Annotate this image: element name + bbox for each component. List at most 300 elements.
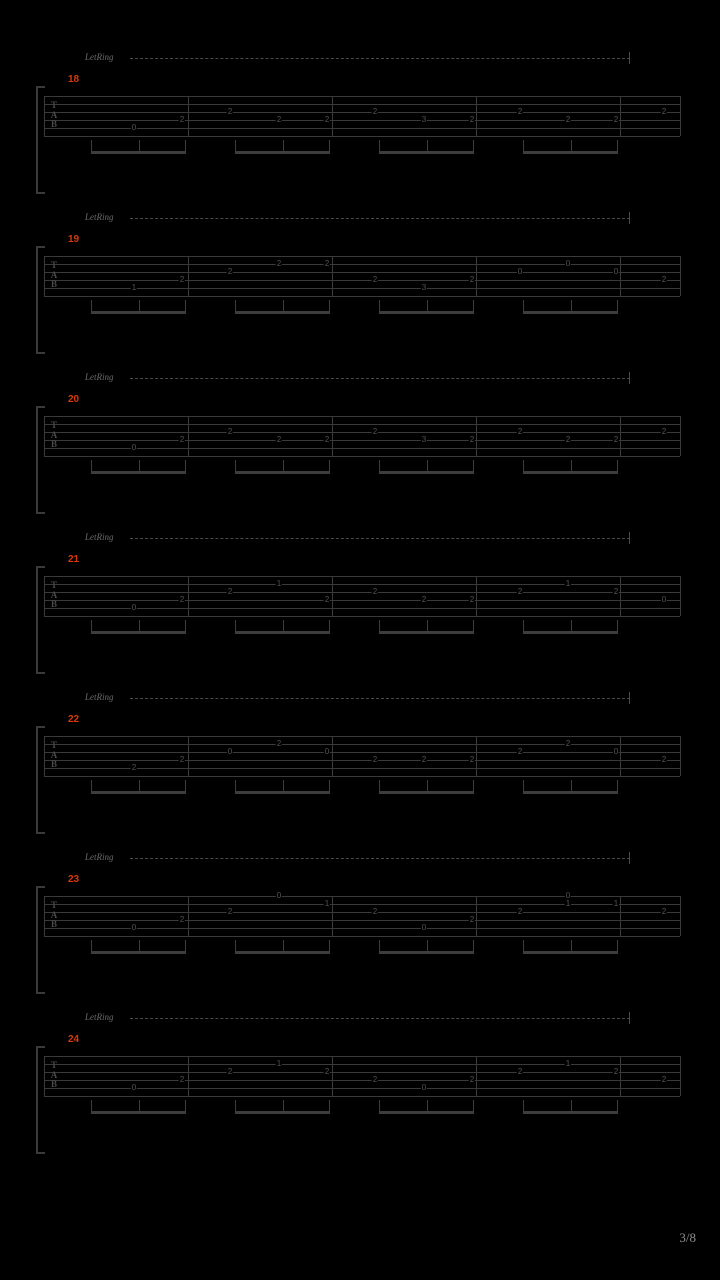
tab-note: 2 xyxy=(227,1067,233,1076)
tab-note: 0 xyxy=(324,747,330,756)
tab-note: 0 xyxy=(661,595,667,604)
stem xyxy=(185,460,186,474)
let-ring-end-tick xyxy=(629,1012,630,1024)
stem xyxy=(329,1100,330,1114)
tab-note: 2 xyxy=(372,107,378,116)
stem xyxy=(139,1100,140,1114)
tab-note: 2 xyxy=(179,435,185,444)
stem xyxy=(523,620,524,634)
let-ring-label: LetRing xyxy=(85,852,114,862)
tab-staff xyxy=(44,728,680,782)
tab-note: 2 xyxy=(613,435,619,444)
beam-group xyxy=(235,140,330,154)
beam-group xyxy=(235,620,330,634)
tab-note: 2 xyxy=(179,595,185,604)
beam-group xyxy=(523,780,618,794)
tab-note: 2 xyxy=(517,747,523,756)
stem xyxy=(617,1100,618,1114)
tab-note: 2 xyxy=(661,907,667,916)
bar-line xyxy=(476,896,477,936)
stem xyxy=(91,780,92,794)
let-ring-end-tick xyxy=(629,52,630,64)
stem xyxy=(571,140,572,154)
stem xyxy=(185,300,186,314)
bar-line xyxy=(680,896,681,936)
stem xyxy=(571,620,572,634)
let-ring-dashed-line xyxy=(130,378,630,379)
staff-line xyxy=(44,1088,680,1089)
stem xyxy=(571,940,572,954)
tab-note: 0 xyxy=(131,443,137,452)
staff-line xyxy=(44,264,680,265)
stem xyxy=(235,620,236,634)
let-ring-dashed-line xyxy=(130,858,630,859)
beam-group xyxy=(379,940,474,954)
tab-note: 2 xyxy=(661,1075,667,1084)
stem xyxy=(523,140,524,154)
stem xyxy=(283,620,284,634)
let-ring-end-tick xyxy=(629,372,630,384)
staff-line xyxy=(44,440,680,441)
tab-note: 2 xyxy=(565,739,571,748)
stem xyxy=(283,1100,284,1114)
staff-line xyxy=(44,584,680,585)
bar-line xyxy=(44,1056,45,1096)
tab-note: 0 xyxy=(421,1083,427,1092)
stem xyxy=(379,780,380,794)
beam-group xyxy=(523,140,618,154)
tab-staff xyxy=(44,568,680,622)
staff-line xyxy=(44,104,680,105)
tab-note: 2 xyxy=(469,435,475,444)
measure-number: 21 xyxy=(68,554,80,565)
page-number: 3/8 xyxy=(679,1230,696,1245)
beam-group xyxy=(91,460,186,474)
stem xyxy=(185,140,186,154)
beam-group xyxy=(523,620,618,634)
bar-line xyxy=(680,96,681,136)
tab-note: 2 xyxy=(324,259,330,268)
bar-line xyxy=(188,576,189,616)
tab-note: 2 xyxy=(421,595,427,604)
staff-line xyxy=(44,768,680,769)
staff-line xyxy=(44,256,680,257)
tab-note: 2 xyxy=(372,587,378,596)
tab-clef: T A B xyxy=(50,580,58,610)
beam-group xyxy=(91,1100,186,1114)
tab-note: 1 xyxy=(276,1059,282,1068)
tab-note: 0 xyxy=(227,747,233,756)
stem xyxy=(379,1100,380,1114)
tab-note: 1 xyxy=(565,1059,571,1068)
beam-group xyxy=(523,940,618,954)
beam-group xyxy=(235,460,330,474)
tab-note: 0 xyxy=(131,603,137,612)
bar-line xyxy=(476,256,477,296)
let-ring-label: LetRing xyxy=(85,372,114,382)
staff-line xyxy=(44,744,680,745)
bar-line xyxy=(680,416,681,456)
stem xyxy=(283,460,284,474)
bar-line xyxy=(620,416,621,456)
tab-note: 1 xyxy=(324,899,330,908)
staff-line xyxy=(44,752,680,753)
tab-note: 0 xyxy=(613,267,619,276)
tab-note: 2 xyxy=(613,115,619,124)
tab-note: 2 xyxy=(661,107,667,116)
staff-line xyxy=(44,608,680,609)
staff-line xyxy=(44,424,680,425)
staff-line xyxy=(44,936,680,937)
tab-note: 0 xyxy=(517,267,523,276)
beam-group xyxy=(91,940,186,954)
tab-note: 2 xyxy=(565,435,571,444)
bar-line xyxy=(332,256,333,296)
bar-line xyxy=(44,896,45,936)
tab-note: 2 xyxy=(469,595,475,604)
tab-note: 2 xyxy=(469,1075,475,1084)
stem xyxy=(283,300,284,314)
stem xyxy=(523,300,524,314)
stem xyxy=(283,140,284,154)
staff-line xyxy=(44,456,680,457)
measure-number: 18 xyxy=(68,74,80,85)
tab-note: 1 xyxy=(131,283,137,292)
stem xyxy=(523,780,524,794)
tab-staff xyxy=(44,408,680,462)
bar-line xyxy=(188,896,189,936)
stem xyxy=(235,940,236,954)
stem xyxy=(235,780,236,794)
staff-line xyxy=(44,592,680,593)
staff-line xyxy=(44,112,680,113)
stem xyxy=(329,940,330,954)
let-ring-end-tick xyxy=(629,532,630,544)
bar-line xyxy=(188,736,189,776)
stem xyxy=(283,940,284,954)
stem xyxy=(139,940,140,954)
staff-line xyxy=(44,288,680,289)
tab-note: 2 xyxy=(179,755,185,764)
stem xyxy=(91,1100,92,1114)
tab-clef: T A B xyxy=(50,900,58,930)
tab-note: 2 xyxy=(131,763,137,772)
measure-number: 24 xyxy=(68,1034,80,1045)
beam-group xyxy=(523,1100,618,1114)
stem xyxy=(329,140,330,154)
beam-group xyxy=(91,780,186,794)
staff-line xyxy=(44,296,680,297)
let-ring-label: LetRing xyxy=(85,692,114,702)
tab-note: 2 xyxy=(372,1075,378,1084)
bar-line xyxy=(620,256,621,296)
stem xyxy=(523,1100,524,1114)
staff-line xyxy=(44,904,680,905)
tab-note: 2 xyxy=(469,115,475,124)
tab-note: 3 xyxy=(421,283,427,292)
bar-line xyxy=(332,1056,333,1096)
tab-note: 2 xyxy=(276,435,282,444)
staff-line xyxy=(44,912,680,913)
let-ring-dashed-line xyxy=(130,218,630,219)
stem xyxy=(617,140,618,154)
beam-group xyxy=(91,300,186,314)
stem xyxy=(379,460,380,474)
tab-note: 0 xyxy=(613,747,619,756)
tab-note: 3 xyxy=(421,435,427,444)
tab-note: 0 xyxy=(276,891,282,900)
staff-line xyxy=(44,416,680,417)
let-ring-label: LetRing xyxy=(85,1012,114,1022)
stem xyxy=(235,300,236,314)
stem xyxy=(379,940,380,954)
tab-note: 2 xyxy=(276,115,282,124)
stem xyxy=(139,620,140,634)
tab-note: 2 xyxy=(469,915,475,924)
let-ring-end-tick xyxy=(629,852,630,864)
stem xyxy=(91,940,92,954)
tab-note: 2 xyxy=(565,115,571,124)
stem xyxy=(473,780,474,794)
bar-line xyxy=(332,576,333,616)
let-ring-dashed-line xyxy=(130,538,630,539)
bar-line xyxy=(680,736,681,776)
stem xyxy=(139,780,140,794)
tab-clef: T A B xyxy=(50,740,58,770)
staff-line xyxy=(44,120,680,121)
tab-clef: T A B xyxy=(50,100,58,130)
tab-note: 2 xyxy=(324,435,330,444)
let-ring-label: LetRing xyxy=(85,52,114,62)
stem xyxy=(329,460,330,474)
tab-note: 2 xyxy=(517,907,523,916)
bar-line xyxy=(476,96,477,136)
tab-note: 2 xyxy=(324,115,330,124)
staff-line xyxy=(44,760,680,761)
tab-note: 2 xyxy=(469,275,475,284)
staff-line xyxy=(44,736,680,737)
tab-note: 2 xyxy=(372,907,378,916)
stem xyxy=(617,780,618,794)
bar-line xyxy=(44,576,45,616)
staff-line xyxy=(44,1080,680,1081)
stem xyxy=(91,620,92,634)
tab-note: 0 xyxy=(565,891,571,900)
tab-note: 2 xyxy=(517,587,523,596)
staff-line xyxy=(44,928,680,929)
tab-staff xyxy=(44,1048,680,1102)
stem xyxy=(571,1100,572,1114)
stem xyxy=(617,300,618,314)
tab-note: 2 xyxy=(179,275,185,284)
tab-note: 2 xyxy=(517,427,523,436)
stem xyxy=(379,140,380,154)
stem xyxy=(139,140,140,154)
staff-line xyxy=(44,96,680,97)
staff-line xyxy=(44,600,680,601)
bar-line xyxy=(680,256,681,296)
staff-line xyxy=(44,448,680,449)
beam-group xyxy=(379,300,474,314)
beam-group xyxy=(235,780,330,794)
staff-line xyxy=(44,432,680,433)
stem xyxy=(185,1100,186,1114)
staff-line xyxy=(44,280,680,281)
tab-note: 2 xyxy=(276,259,282,268)
staff-line xyxy=(44,128,680,129)
bar-line xyxy=(332,96,333,136)
tab-clef: T A B xyxy=(50,1060,58,1090)
staff-line xyxy=(44,896,680,897)
tab-note: 0 xyxy=(565,259,571,268)
stem xyxy=(473,940,474,954)
beam-group xyxy=(379,460,474,474)
staff-line xyxy=(44,776,680,777)
tab-note: 2 xyxy=(324,1067,330,1076)
measure-number: 22 xyxy=(68,714,80,725)
stem xyxy=(427,940,428,954)
let-ring-label: LetRing xyxy=(85,212,114,222)
stem xyxy=(379,620,380,634)
bar-line xyxy=(332,416,333,456)
let-ring-end-tick xyxy=(629,212,630,224)
bar-line xyxy=(188,256,189,296)
stem xyxy=(427,780,428,794)
bar-line xyxy=(476,1056,477,1096)
beam-group xyxy=(235,1100,330,1114)
stem xyxy=(617,620,618,634)
stem xyxy=(427,620,428,634)
stem xyxy=(235,460,236,474)
bar-line xyxy=(188,1056,189,1096)
stem xyxy=(427,1100,428,1114)
let-ring-end-tick xyxy=(629,692,630,704)
staff-line xyxy=(44,1072,680,1073)
tab-note: 3 xyxy=(421,115,427,124)
tab-clef: T A B xyxy=(50,420,58,450)
stem xyxy=(329,620,330,634)
beam-group xyxy=(379,620,474,634)
stem xyxy=(473,460,474,474)
let-ring-dashed-line xyxy=(130,698,630,699)
bar-line xyxy=(188,416,189,456)
bar-line xyxy=(620,896,621,936)
tab-note: 2 xyxy=(179,915,185,924)
tab-note: 2 xyxy=(227,267,233,276)
tab-note: 2 xyxy=(227,907,233,916)
stem xyxy=(473,1100,474,1114)
bar-line xyxy=(44,736,45,776)
staff-line xyxy=(44,920,680,921)
bar-line xyxy=(620,576,621,616)
stem xyxy=(523,460,524,474)
tab-note: 1 xyxy=(565,899,571,908)
bar-line xyxy=(332,736,333,776)
stem xyxy=(139,300,140,314)
measure-number: 19 xyxy=(68,234,80,245)
tab-note: 2 xyxy=(227,107,233,116)
bar-line xyxy=(332,896,333,936)
staff-line xyxy=(44,136,680,137)
stem xyxy=(185,620,186,634)
tab-note: 2 xyxy=(613,587,619,596)
tab-note: 2 xyxy=(372,427,378,436)
tab-note: 2 xyxy=(372,755,378,764)
tab-note: 2 xyxy=(517,107,523,116)
stem xyxy=(235,140,236,154)
tab-note: 2 xyxy=(661,275,667,284)
staff-line xyxy=(44,1056,680,1057)
tab-note: 0 xyxy=(131,1083,137,1092)
let-ring-label: LetRing xyxy=(85,532,114,542)
staff-line xyxy=(44,272,680,273)
tab-note: 2 xyxy=(324,595,330,604)
bar-line xyxy=(620,96,621,136)
stem xyxy=(427,140,428,154)
bar-line xyxy=(44,256,45,296)
stem xyxy=(91,140,92,154)
stem xyxy=(91,300,92,314)
bar-line xyxy=(476,416,477,456)
stem xyxy=(571,460,572,474)
staff-line xyxy=(44,1064,680,1065)
tab-staff xyxy=(44,88,680,142)
stem xyxy=(427,460,428,474)
tab-note: 2 xyxy=(276,739,282,748)
tab-note: 2 xyxy=(421,755,427,764)
bar-line xyxy=(476,576,477,616)
staff-line xyxy=(44,1096,680,1097)
stem xyxy=(473,620,474,634)
tab-note: 2 xyxy=(469,755,475,764)
tab-note: 2 xyxy=(179,1075,185,1084)
bar-line xyxy=(44,96,45,136)
tab-note: 0 xyxy=(131,123,137,132)
bar-line xyxy=(620,1056,621,1096)
staff-line xyxy=(44,616,680,617)
stem xyxy=(91,460,92,474)
bar-line xyxy=(620,736,621,776)
tab-note: 1 xyxy=(613,899,619,908)
bar-line xyxy=(44,416,45,456)
beam-group xyxy=(91,620,186,634)
beam-group xyxy=(379,1100,474,1114)
beam-group xyxy=(235,300,330,314)
stem xyxy=(379,300,380,314)
tab-note: 2 xyxy=(661,755,667,764)
stem xyxy=(617,940,618,954)
stem xyxy=(235,1100,236,1114)
stem xyxy=(617,460,618,474)
tab-note: 1 xyxy=(276,579,282,588)
tab-note: 2 xyxy=(613,1067,619,1076)
stem xyxy=(185,940,186,954)
beam-group xyxy=(523,300,618,314)
tab-note: 2 xyxy=(179,115,185,124)
stem xyxy=(523,940,524,954)
measure-number: 20 xyxy=(68,394,80,405)
tab-note: 2 xyxy=(227,427,233,436)
tab-note: 2 xyxy=(372,275,378,284)
stem xyxy=(185,780,186,794)
tab-note: 2 xyxy=(227,587,233,596)
let-ring-dashed-line xyxy=(130,1018,630,1019)
tab-note: 0 xyxy=(131,923,137,932)
bar-line xyxy=(680,576,681,616)
staff-line xyxy=(44,576,680,577)
tab-note: 0 xyxy=(421,923,427,932)
bar-line xyxy=(476,736,477,776)
